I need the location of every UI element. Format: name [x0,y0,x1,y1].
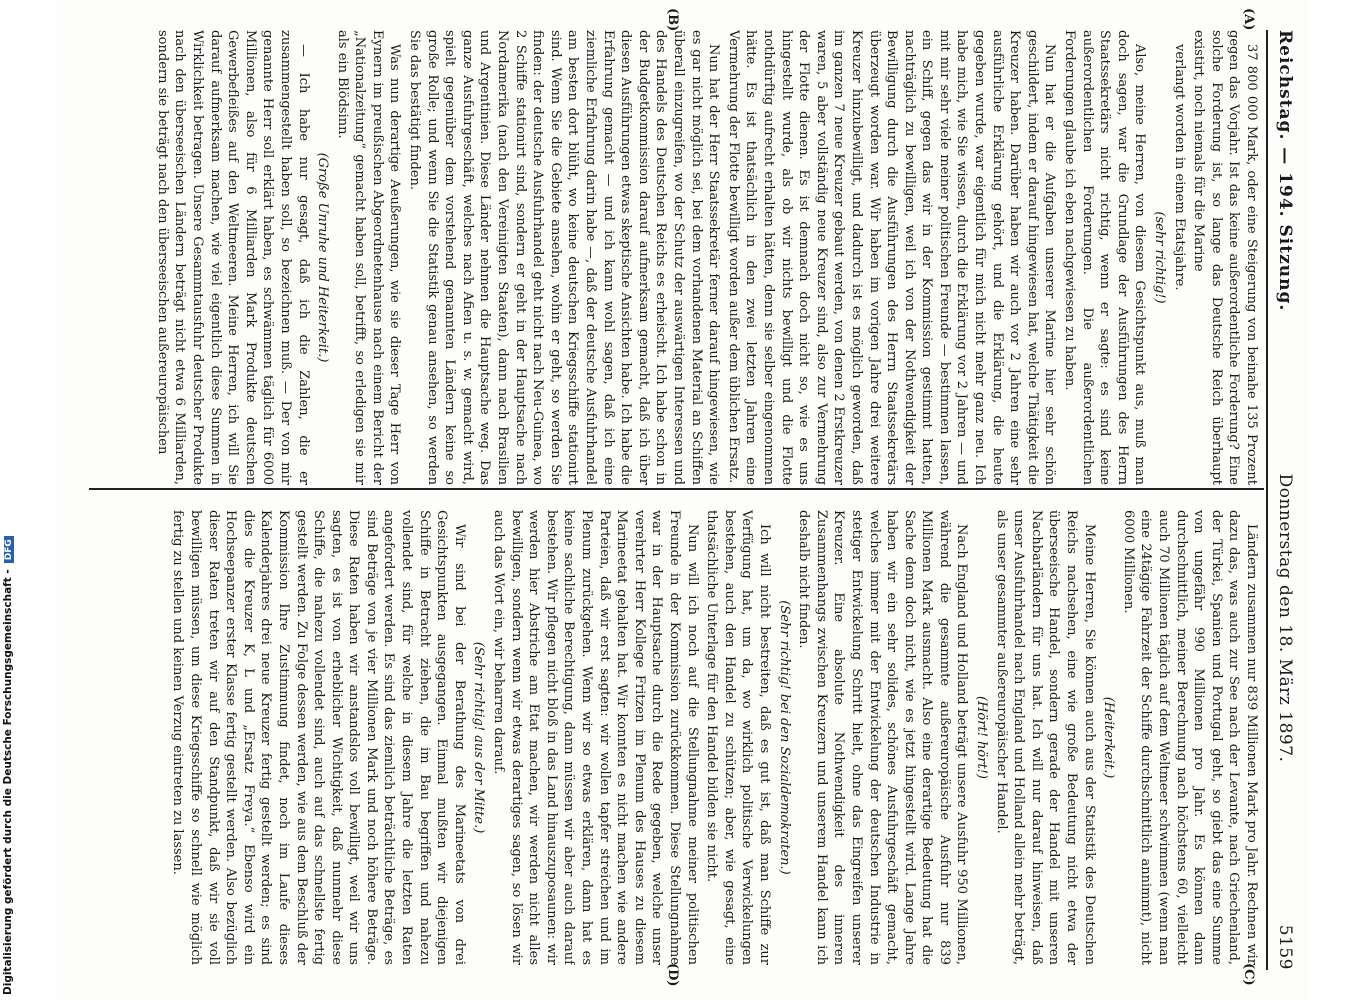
paragraph: Also, meine Herren, von diesem Gesichtspunkt aus, muß man doch sagen, war die Grundlage der Ausführungen des Herrn Staatssekretärs nicht richtig, wenn er sagte: es sind keine außerordentlichen Forderungen. Die außerordentlichen Forderungen glaube ich eben nachgewiesen zu haben. [1062,30,1148,485]
credit-text: Digitalisierung gefördert durch die Deutsche Forschungsgemeinschaft - [2,569,14,995]
column-divider [89,488,1264,490]
paragraph: — Ich habe nur gesagt, daß ich die Zahlen, die er zusammengestellt haben soll, so bezeichnen muß. — Der von mir genannte Herr soll erklärt haben, es schwämmen täglich für 6000 Millionen, also für 6 Milliarden Mark Produkte deutschen Gewerbefleißes auf den Weltmeeren. Meine Herren, ich will Sie darauf aufmerksam machen, wie viel eigentlich diese Summen in Wirklichkeit betragen. Unsere Gesammtausfuhr deutscher Produkte nach den überseeischen Ländern beträgt nicht etwa 6 Milliarden, sondern sie beträgt nach den überseeischen außereuropäischen [154,30,311,485]
margin-marker-d: (D) [665,963,680,987]
paragraph: Nun hat er die Aufgaben unserer Marine hier sehr schön geschildert, indem er darauf hingewiesen hat, welche Thätigkeit die Kreuzer haben. Darüber haben wir auch vor 2 Jahren eine sehr ausführliche Erklärung gehört, und die Erklärung, die heute gegeben wurde, war eigentlich für mich nicht mehr ganz neu. Ich habe mich, wie Sie wissen, durch die Erklärung vor 2 Jahren — und mit mir sehr viele meiner politischen Freunde — bestimmen lassen, ein Schiff, gegen das wir in der Kommission gestimmt hatten, nachträglich zu bewilligen, weil ich von der Nothwendigkeit der Bewilligung durch die Ausführungen des Herrn Staatssekretärs überzeugt worden war. Wir haben im vorigen Jahre drei weitere Kreuzer hinzubewilligt, und dadurch ist es möglich geworden, daß im ganzen 7 neue Kreuzer gebaut werden, von denen 2 Erstkreuzer waren, 5 aber vollständig neue Kreuzer sind, also zur Vermehrung der Flotte dienen. Es ist demnach doch nicht so, wie es uns hingestellt wurde, als ob wir nichts bewilligt und die Flotte nothdürftig aufrecht erhalten hätten, denn sie selber eingenommen hätte. Es ist thatsächlich in den zwei letzten Jahren eine Vermehrung der Flotte bewilligt worden außer dem üblichen Ersatz. [725,30,1058,485]
interjection: (Sehr richtig! bei den Sozialdemokraten.) [776,600,792,875]
interjection: (Große Unruhe und Heiterkeit.) [315,152,331,363]
margin-marker-b: (B) [665,8,680,32]
paragraph: 37 800 000 Mark, oder eine Steigerung von beinahe 135 Prozent gegen das Vorjahr. Ist das keine außerordentliche Forderung? Eine solche Forderung ist, so lange das Deutsche Reich überhaupt existirt, noch niemals für die Marine [1191,30,1259,485]
paragraph: Ich will nicht bestreiten, daß es gut ist, daß man Schiffe zur Verfügung hat, um da, wo wirklich politische Verwickelungen bestehen, auch den Handel zu schützen; aber, wie gesagt, eine thatsächliche Unterlage für den Handel bilden sie nicht. [704,510,772,965]
paragraph: Ländern zusammen nur 839 Millionen Mark pro Jahr. Rechnen wir dazu das, was auch zur See nach der Levante, nach Griechenland, der Türkei, Spanien und Portugal geht, so giebt das eine Summe von ungefähr 990 Millionen pro Jahr. Es können dann durchschnittlich, meiner Berechnung nach höchstens 60, vielleicht auch 70 Millionen täglich auf dem Weltmeer schwimmen (wenn man eine 24tägige Fahrzeit der Schiffe durchschnittlich annimmt), nicht 6000 Millionen. [1120,510,1259,965]
paragraph: Nun hat der Herr Staatssekretär ferner darauf hingewiesen, wie es gar nicht möglich sei, bei dem vorhandenen Material an Schiffen überall einzugreifen, wo der Schutz der auswärtigen Interessen und des Handels des Deutschen Reichs es erheischt. Ich habe schon in der Budgetkommission darauf aufmerksam gemacht, daß ich über diesen Ausführungen etwas skeptische Ansichten habe. Ich habe die Erfahrung gemacht — und ich kann wohl sagen, daß ich eine ziemliche Erfahrung darin habe —, daß der deutsche Ausfuhrhandel am besten dort blüht, wo keine deutschen Kriegsschiffe stationirt sind. Wenn Sie die Gebiete ansehen, wohin er geht, so werden Sie finden: der deutsche Ausfuhrhandel geht nicht nach Neu-Guinea, wo 2 Schiffe stationirt sind, sondern er geht in der Hauptsache nach Nordamerika (nach den Vereinigten Staaten), dann nach Brasilien und Argentinien. Diese Länder nehmen die Hauptsache weg. Das ganze Ausfuhrgeschäft, welches nach Afien u. s. w. gemacht wird, spielt gegenüber dem vorstehend genannten Ländern keine so große Rolle; und wenn Sie die Statistik genau ansehen, so werden Sie das bestätigt finden. [407,30,722,485]
paragraph: verlangt worden in einem Etatsjahre. [1171,44,1187,291]
paragraph: Wir sind bei der Berathung des Marineetats von drei Gesichtspunkten ausgegangen. Einmal mußten wir diejenigen Schiffe in Betracht ziehen, die im Bau begriffen und nahezu vollendet sind, für welche in diesem Jahre die letzten Raten angefordert werden. Es sind das ziemlich beträchtliche Beträge, es sind Beträge von je vier Millionen Mark und noch höhere Beträge. Diese Raten haben wir anstandslos voll bewilligt, weil wir uns sagten, es ist von erheblicher Wichtigkeit, daß nunmehr diese Schiffe, die nahezu vollendet sind, auch auf das schnellste fertig gestellt werden. Zu Folge dessen werden, wie aus dem Beschluß der Kommission Ihre Zustimmung findet, noch im Laufe dieses Kalenderjahres drei neue Kreuzer fertig gestellt werden; es sind dies die Kreuzer K, L und „Ersatz Freya.“ Ebenso wird ein Hochseepanzer erster Klasse fertig gestellt werden. Also bezüglich dieser Raten treten wir auf den Standpunkt, daß wir sie voll bewilligen müssen, um diese Kriegsschiffe so schnell wie möglich fertig zu stellen und keinen Verzug eintreten zu lassen. [170,510,467,965]
paragraph: Nach England und Holland beträgt unsere Ausfuhr 950 Millionen, während die gesammte außereuropäische Ausfuhr nur 839 Millionen Mark ausmacht. Also eine derartige Bedeutung hat die Sache denn doch nicht, wie es jetzt hingestellt wird. Lange Jahre haben wir ein sehr solides, schönes Ausfuhrgeschäft gemacht, welches immer mit der Entwickelung der deutschen Industrie in stetiger Entwickelung Schritt hielt, ohne das Eingreifen unserer Kreuzer. Eine absolute Nothwendigkeit des inneren Zusammenhangs zwischen Kreuzern und unserem Handel kann ich deshalb nicht finden. [796,510,970,965]
page-number: 5159 [1275,924,1295,970]
page-title: Reichstag. — 194. Sitzung. [1275,30,1295,312]
margin-marker-c: (C) [1241,963,1256,986]
interjection: (sehr richtig!) [1152,211,1168,304]
interjection: (Sehr richtig! aus der Mitte.) [471,641,487,834]
left-column [90,30,1260,485]
digitization-credit [2,536,14,995]
interjection: (Hört! hört!) [974,696,990,779]
page-date: Donnerstag den 18. März 1897. [1275,473,1295,763]
paragraph: Nun will ich noch auf die Stellungnahme meiner politischen Freunde in der Kommission zurückkommen. Diese Stellungnahme war in der Hauptsache durch die Rede gegeben, welche unser verehrter Herr Kollege Fritzen im Plenum des Hauses zu diesem Marineetat gehalten hat. Wir konnten es nicht machen wie andere Parteien, daß wir erst sagten: wir wollen tapfer streichen und im Plenum zurückgehen. Wenn wir so etwas erklären, dann hat es keine sachliche Berechtigung, dann müssen wir aber auch darauf bestehen. Wir pflegen nicht bloß in das Land hinauszuposaunen: wir werden hier Abstriche am Etat machen, wir werden nicht alles bewilligen, sondern wenn wir etwas derartiges sagen, so lösen wir auch das Wort ein, wir beharren darauf. [491,510,700,965]
paragraph: Was nun derartige Aeußerungen, wie sie dieser Tage Herr von Eynern im preußischen Abgeordnetenhause nach einem Bericht der „Nationalzeitung“ gemacht haben soll, betrifft, so erledigen sie mir als ein Blödsinn. [334,30,403,485]
dfg-logo: DFG [4,536,14,563]
document-page [55,0,1310,1000]
interjection: (Heiterkeit.) [1101,696,1117,779]
margin-marker-a: (A) [1241,8,1256,31]
page-header [1266,30,1302,970]
right-column [90,510,1260,965]
paragraph: Meine Herren, Sie können auch aus der Statistik des Deutschen Reichs nachsehen, eine wie große Bedeutung nicht etwa der überseeische Handel, sondern gerade der Handel mit unseren Nachbarländern für uns hat. Ich will nur darauf hinweisen, daß unser Ausfuhrhandel nach England und Holland allein mehr beträgt, als unser gesammter außereuropäischer Handel. [993,510,1097,965]
